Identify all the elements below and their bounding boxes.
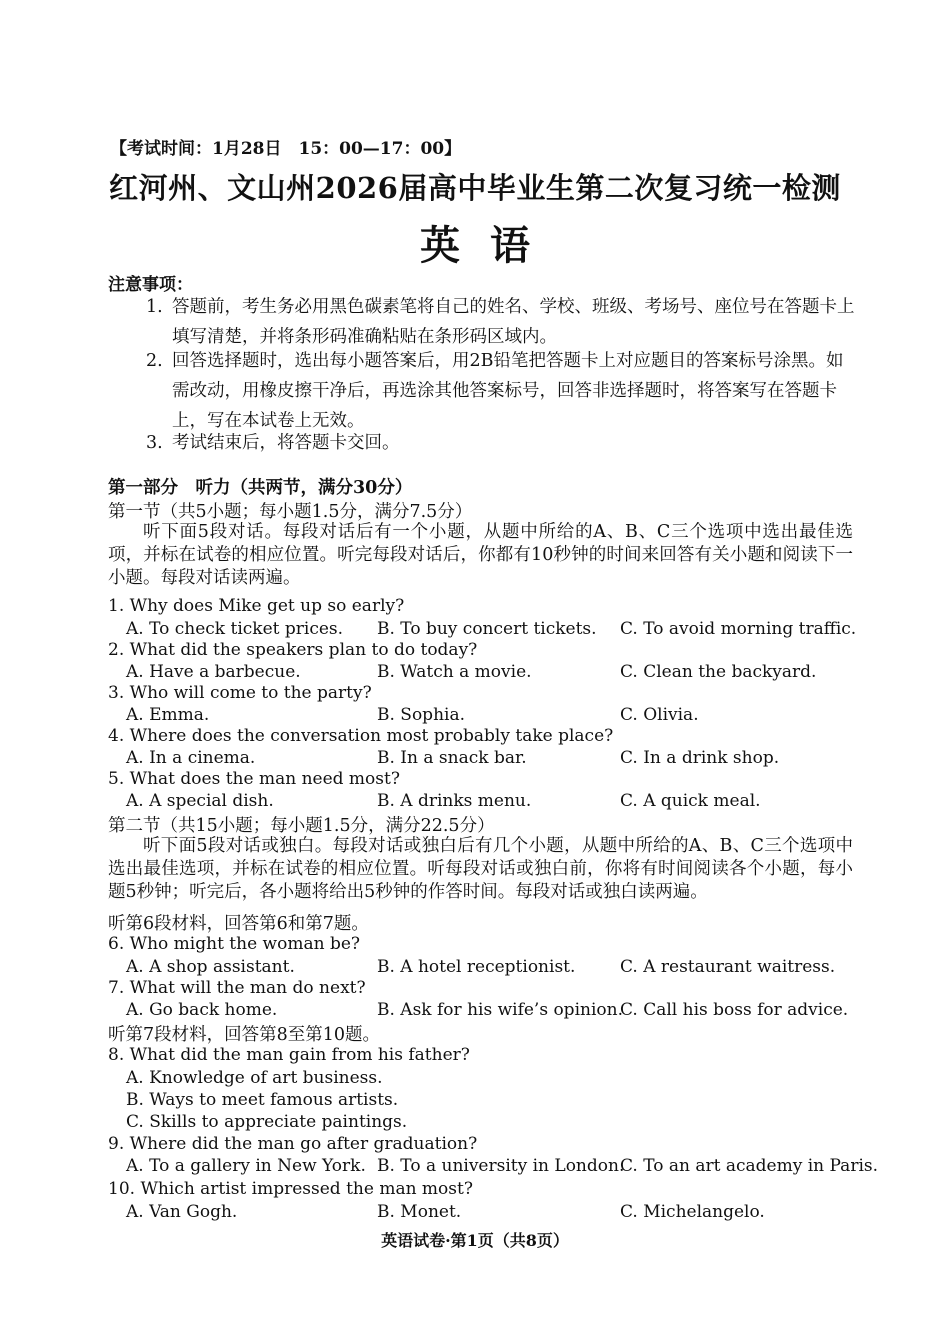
q5-option-b: B. A drinks menu. <box>377 791 532 811</box>
q6-option-c: C. A restaurant waitress. <box>620 957 836 977</box>
note-item <box>146 346 856 436</box>
question-1: 1. Why does Mike get up so early? <box>108 596 405 616</box>
q7-option-c: C. Call his boss for advice. <box>620 1000 849 1020</box>
q7-option-b: B. Ask for his wife’s opinion. <box>377 1000 623 1020</box>
question-4: 4. Where does the conversation most probably take place? <box>108 726 614 746</box>
q2-option-b: B. Watch a movie. <box>377 662 532 682</box>
q10-option-c: C. Michelangelo. <box>620 1202 765 1222</box>
page-footer: 英语试卷·第1页（共8页） <box>381 1231 569 1250</box>
question-8: 8. What did the man gain from his father? <box>108 1045 470 1065</box>
question-3: 3. Who will come to the party? <box>108 683 372 703</box>
q6-option-a: A. A shop assistant. <box>126 957 295 977</box>
material-6-label: 听第6段材料，回答第6和第7题。 <box>108 914 369 934</box>
material-7-label: 听第7段材料，回答第8至第10题。 <box>108 1025 381 1045</box>
q5-option-c: C. A quick meal. <box>620 791 761 811</box>
q10-option-a: A. Van Gogh. <box>126 1202 238 1222</box>
part1-title: 第一部分 听力（共两节，满分30分） <box>108 478 413 498</box>
q1-option-a: A. To check ticket prices. <box>126 619 344 639</box>
section2-title: 第二节（共15小题；每小题1.5分，满分22.5分） <box>108 816 495 836</box>
q1-option-c: C. To avoid morning traffic. <box>620 619 857 639</box>
question-2: 2. What did the speakers plan to do today? <box>108 640 478 660</box>
q2-option-a: A. Have a barbecue. <box>126 662 301 682</box>
note-text: 答题前，考生务必用黑色碳素笔将自己的姓名、学校、班级、考场号、座位号在答题卡上填写清楚，并将条形码准确粘贴在条形码区域内。 <box>172 297 855 347</box>
q3-option-b: B. Sophia. <box>377 705 465 725</box>
note-number: 3. <box>146 433 163 453</box>
note-item <box>146 292 856 352</box>
note-number: 2. <box>146 351 163 371</box>
q9-option-a: A. To a gallery in New York. <box>126 1156 366 1176</box>
note-text: 回答选择题时，选出每小题答案后，用2B铅笔把答题卡上对应题目的答案标号涂黑。如需改动，用橡皮擦干净后，再选涂其他答案标号，回答非选择题时，将答案写在答题卡上，写在本试卷上无效。 <box>172 351 844 431</box>
q4-option-c: C. In a drink shop. <box>620 748 780 768</box>
q8-option-b: B. Ways to meet famous artists. <box>126 1090 399 1110</box>
question-5: 5. What does the man need most? <box>108 769 400 789</box>
question-7: 7. What will the man do next? <box>108 978 366 998</box>
exam-title: 红河州、文山州2026届高中毕业生第二次复习统一检测 <box>109 171 841 205</box>
notes-title: 注意事项： <box>108 275 193 295</box>
q5-option-a: A. A special dish. <box>126 791 274 811</box>
q7-option-a: A. Go back home. <box>126 1000 278 1020</box>
question-9: 9. Where did the man go after graduation? <box>108 1134 478 1154</box>
question-10: 10. Which artist impressed the man most? <box>108 1179 473 1199</box>
q4-option-a: A. In a cinema. <box>126 748 256 768</box>
q1-option-b: B. To buy concert tickets. <box>377 619 597 639</box>
section1-title: 第一节（共5小题；每小题1.5分，满分7.5分） <box>108 502 473 522</box>
section1-instructions: 听下面5段对话。每段对话后有一个小题，从题中所给的A、B、C三个选项中选出最佳选项，并标在试卷的相应位置。听完每段对话后，你都有10秒钟的时间来回答有关小题和阅读下一小题。每段对话读两遍。 <box>108 522 853 588</box>
q3-option-c: C. Olivia. <box>620 705 699 725</box>
note-text: 考试结束后，将答题卡交回。 <box>172 433 400 453</box>
subject-title: 英语 <box>420 222 560 269</box>
q8-option-a: A. Knowledge of art business. <box>126 1068 383 1088</box>
section2-instructions: 听下面5段对话或独白。每段对话或独白后有几个小题，从题中所给的A、B、C三个选项中选出最佳选项，并标在试卷的相应位置。听每段对话或独白前，你将有时间阅读各个小题，每小题5秒钟；听完后，各小题将给出5秒钟的作答时间。每段对话或独白读两遍。 <box>108 836 853 902</box>
question-6: 6. Who might the woman be? <box>108 934 361 954</box>
q9-option-b: B. To a university in London. <box>377 1156 625 1176</box>
q10-option-b: B. Monet. <box>377 1202 462 1222</box>
exam-time: 【考试时间：1月28日 15：00—17：00】 <box>110 139 462 159</box>
q8-option-c: C. Skills to appreciate paintings. <box>126 1112 408 1132</box>
q6-option-b: B. A hotel receptionist. <box>377 957 576 977</box>
note-number: 1. <box>146 297 163 317</box>
q2-option-c: C. Clean the backyard. <box>620 662 817 682</box>
q4-option-b: B. In a snack bar. <box>377 748 527 768</box>
q9-option-c: C. To an art academy in Paris. <box>620 1156 879 1176</box>
note-item <box>146 428 856 458</box>
q3-option-a: A. Emma. <box>126 705 210 725</box>
